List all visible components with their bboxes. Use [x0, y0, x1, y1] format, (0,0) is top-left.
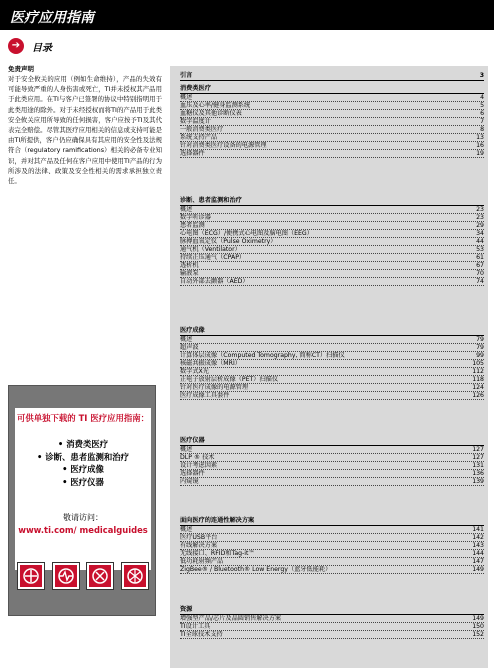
toc-entry[interactable] [180, 392, 484, 400]
toc-entry-title: 系统支持产品 [180, 134, 218, 141]
toc-entry-page: 7 [480, 118, 484, 125]
toc-entry-page: 124 [472, 384, 484, 391]
toc-section-title: 资源 [180, 604, 484, 615]
badge-imaging-icon[interactable] [86, 562, 114, 590]
toc-entry-page: 112 [472, 368, 484, 375]
contents-label: 目录 [32, 42, 52, 54]
badge-instruments-icon[interactable] [121, 562, 149, 590]
toc-entry-page: 142 [472, 534, 484, 541]
toc-section-title: 诊断、患者监测和治疗 [180, 195, 484, 206]
arrow-right-icon: ➔ [8, 38, 24, 54]
toc-entry[interactable] [180, 615, 484, 623]
toc-entry-page: 149 [472, 566, 484, 573]
toc-section-title: 医疗仪器 [180, 435, 484, 446]
toc-entry-title: 针对医疗成像的电源管理 [180, 384, 249, 391]
toc-entry-page: 4 [480, 94, 484, 101]
toc-entry[interactable] [180, 270, 484, 278]
toc-entry-title: 超声波 [180, 344, 199, 351]
toc-section-title: 医疗成像 [180, 325, 484, 336]
toc-entry-page: 67 [476, 262, 484, 269]
toc-entry-title: 概述 [180, 446, 193, 453]
toc-entry[interactable] [180, 542, 484, 550]
toc-entry[interactable] [180, 534, 484, 542]
toc-entry-page: 23 [476, 206, 484, 213]
promo-title: 可供单独下载的 TI 医疗应用指南： [17, 413, 149, 423]
toc-entry-title: 低功耗射频产品 [180, 558, 224, 565]
toc-entry[interactable] [180, 222, 484, 230]
toc-entry[interactable] [180, 478, 484, 486]
badge-diagnostics-icon[interactable] [52, 562, 80, 590]
toc-section [180, 515, 484, 574]
toc-entry-title: 选择器件 [180, 470, 205, 477]
toc-entry-page: 143 [472, 542, 484, 549]
toc-entry-page: 23 [476, 214, 484, 221]
toc-entry-title: 正电子放射层析成像（PET）扫描仪 [180, 376, 279, 383]
promo-item: • 医疗仪器 [15, 476, 151, 489]
toc-entry-title: 输液泵 [180, 270, 199, 277]
toc-entry-page: 105 [472, 360, 484, 367]
toc-entry-title: 设计考虑因素 [180, 462, 218, 469]
toc-entry-title: TI设计工具 [180, 623, 211, 630]
toc-intro-page: 3 [479, 72, 484, 79]
toc-entry-title: 脉搏血氧定仪（Pulse Oximetry） [180, 238, 277, 245]
toc-entry[interactable] [180, 94, 484, 102]
toc-intro-title[interactable]: 引言 [180, 72, 193, 79]
toc-entry-title: 增强型产品/芯片及晶圆销售解决方案 [180, 615, 282, 622]
disclaimer-body: 对于安全攸关的应用（例如生命维持），产品的失效有可能导致严重的人身伤害或死亡，TI并未授权其产品用于此类应用。在TI与客户已签署的协议中特别指明用于此类用途的除外。对于未经授权而将TI的产品用于此类安全攸关应用所导致的任何损害，客户应按予TI及其代表完全赔偿。尽管其医疗应用相关的信息或支持可能是由TI所提供，客户仍应确保具有其应用的安全性及法规符合（regulatory ramifications）相关的必备专业知识，并对其产品及任何在客户应用中使用TI产品的行为所涉及的法律、政策及安全性相关的需求承担独立责任。 [8, 75, 162, 186]
toc-entry[interactable] [180, 352, 484, 360]
toc-entry-title: DLP ® 技术 [180, 454, 215, 461]
badge-consumer-icon[interactable] [17, 562, 45, 590]
toc-entry-page: 126 [472, 392, 484, 399]
toc-entry[interactable] [180, 558, 484, 566]
promo-item: • 诊断、患者监测和治疗 [15, 451, 151, 464]
promo-item: • 消费类医疗 [15, 438, 151, 451]
toc-entry-title: 选择器件 [180, 150, 205, 157]
toc-entry-page: 70 [476, 270, 484, 277]
toc-section-title: 消费类医疗 [180, 83, 484, 94]
toc-entry[interactable] [180, 336, 484, 344]
table-of-contents [170, 66, 488, 668]
download-guides-panel [15, 408, 151, 570]
toc-entry-page: 79 [476, 336, 484, 343]
guide-badges [17, 562, 149, 592]
toc-entry[interactable] [180, 238, 484, 246]
toc-entry-page: 16 [476, 142, 484, 149]
toc-entry[interactable] [180, 470, 484, 478]
toc-entry-title: 概述 [180, 526, 193, 533]
toc-entry-title: 自动外部去颤器（AED） [180, 278, 249, 285]
toc-entry[interactable] [180, 150, 484, 158]
toc-entry[interactable] [180, 254, 484, 262]
promo-item: • 医疗成像 [15, 463, 151, 476]
toc-entry-page: 44 [476, 238, 484, 245]
toc-entry-title: 有线解决方案 [180, 542, 218, 549]
toc-entry-page: 136 [472, 470, 484, 477]
toc-entry[interactable] [180, 262, 484, 270]
toc-entry-page: 8 [480, 126, 484, 133]
toc-entry-page: 74 [476, 278, 484, 285]
contents-heading [8, 38, 52, 54]
toc-entry[interactable] [180, 118, 484, 126]
toc-entry-title: 内窥镜 [180, 478, 199, 485]
toc-entry-page: 5 [480, 102, 484, 109]
download-guides-box [8, 385, 156, 616]
toc-entry[interactable] [180, 344, 484, 352]
promo-list [15, 438, 151, 488]
toc-entry-page: 127 [472, 454, 484, 461]
toc-entry[interactable] [180, 214, 484, 222]
toc-entry-title: 概述 [180, 94, 193, 101]
toc-entry[interactable] [180, 230, 484, 238]
toc-entry[interactable] [180, 631, 484, 639]
toc-entry-page: 99 [476, 352, 484, 359]
toc-entry[interactable] [180, 526, 484, 534]
page-title: 医疗应用指南 [10, 10, 94, 26]
toc-entry-title: TI全球技术支持 [180, 631, 223, 638]
toc-entry-title: 医疗成像工具套件 [180, 392, 230, 399]
toc-entry-page: 53 [476, 246, 484, 253]
toc-entry-page: 141 [472, 526, 484, 533]
toc-section [180, 604, 484, 639]
toc-entry-title: 血压及心率/健身监测系统 [180, 102, 251, 109]
toc-entry-page: 34 [476, 230, 484, 237]
toc-entry[interactable] [180, 102, 484, 110]
toc-entry-title: 数字式X光 [180, 368, 209, 375]
toc-entry[interactable] [180, 206, 484, 214]
toc-entry-page: 152 [472, 631, 484, 638]
toc-entry-title: 医疗USB平台 [180, 534, 218, 541]
disclaimer-title: 免责声明 [8, 65, 34, 73]
toc-entry-title: 无线接口、RFID和Tag-it™ [180, 550, 255, 557]
toc-intro [180, 71, 484, 81]
toc-entry-title: 持续正压通气（CPAP） [180, 254, 246, 261]
toc-entry-page: 149 [472, 615, 484, 622]
toc-entry[interactable] [180, 360, 484, 368]
toc-entry-title: 概述 [180, 206, 193, 213]
toc-entry[interactable] [180, 623, 484, 631]
toc-entry-title: 概述 [180, 336, 193, 343]
toc-entry-page: 13 [476, 134, 484, 141]
toc-entry[interactable] [180, 134, 484, 142]
toc-entry-page: 131 [472, 462, 484, 469]
toc-entry[interactable] [180, 446, 484, 454]
toc-entry-title: 计算体层成像（Computed Tomography, 简称CT）扫描仪 [180, 352, 345, 359]
toc-entry[interactable] [180, 462, 484, 470]
toc-entry-page: 150 [472, 623, 484, 630]
toc-entry[interactable] [180, 278, 484, 286]
toc-entry-page: 127 [472, 446, 484, 453]
header-banner [0, 0, 494, 30]
toc-section-title: 面向医疗的连通性解决方案 [180, 515, 484, 526]
toc-section [180, 83, 484, 158]
toc-entry-page: 29 [476, 222, 484, 229]
toc-entry[interactable] [180, 110, 484, 118]
toc-entry[interactable] [180, 246, 484, 254]
toc-entry[interactable] [180, 368, 484, 376]
toc-entry-title: 心电图（ECG）/便携式心电图及脑电图（EEG） [180, 230, 313, 237]
toc-entry-page: 19 [476, 150, 484, 157]
toc-entry-title: 针对消费类医疗设备的电源管理 [180, 142, 267, 149]
toc-entry-title: 患者监测 [180, 222, 205, 229]
toc-entry[interactable] [180, 566, 484, 574]
toc-entry-title: 血糖仪及其他诊断仪表 [180, 110, 242, 117]
toc-entry-page: 79 [476, 344, 484, 351]
toc-entry-title: 数字温度计 [180, 118, 211, 125]
toc-entry-page: 6 [480, 110, 484, 117]
toc-section [180, 435, 484, 486]
toc-entry-page: 147 [472, 558, 484, 565]
toc-entry[interactable] [180, 384, 484, 392]
toc-entry-title: 一般消费类医疗 [180, 126, 224, 133]
toc-entry[interactable] [180, 376, 484, 384]
toc-entry[interactable] [180, 454, 484, 462]
toc-entry-page: 144 [472, 550, 484, 557]
toc-entry[interactable] [180, 550, 484, 558]
toc-entry-page: 61 [476, 254, 484, 261]
toc-entry-title: ZigBee® / Bluetooth® Low Energy（蓝牙低能耗） [180, 566, 332, 573]
promo-visit: 敬请访问： [63, 513, 103, 522]
toc-entry-title: 透析机 [180, 262, 199, 269]
toc-section [180, 325, 484, 400]
toc-entry-title: 数字听诊器 [180, 214, 211, 221]
toc-entry-title: 核磁共振成像（MRI） [180, 360, 241, 367]
toc-entry-page: 139 [472, 478, 484, 485]
toc-entry[interactable] [180, 126, 484, 134]
toc-entry[interactable] [180, 142, 484, 150]
promo-url-link[interactable]: www.ti.com/ medicalguides [18, 525, 148, 535]
toc-entry-page: 118 [472, 376, 484, 383]
toc-section [180, 195, 484, 286]
toc-entry-title: 通气机（Ventilator） [180, 246, 241, 253]
